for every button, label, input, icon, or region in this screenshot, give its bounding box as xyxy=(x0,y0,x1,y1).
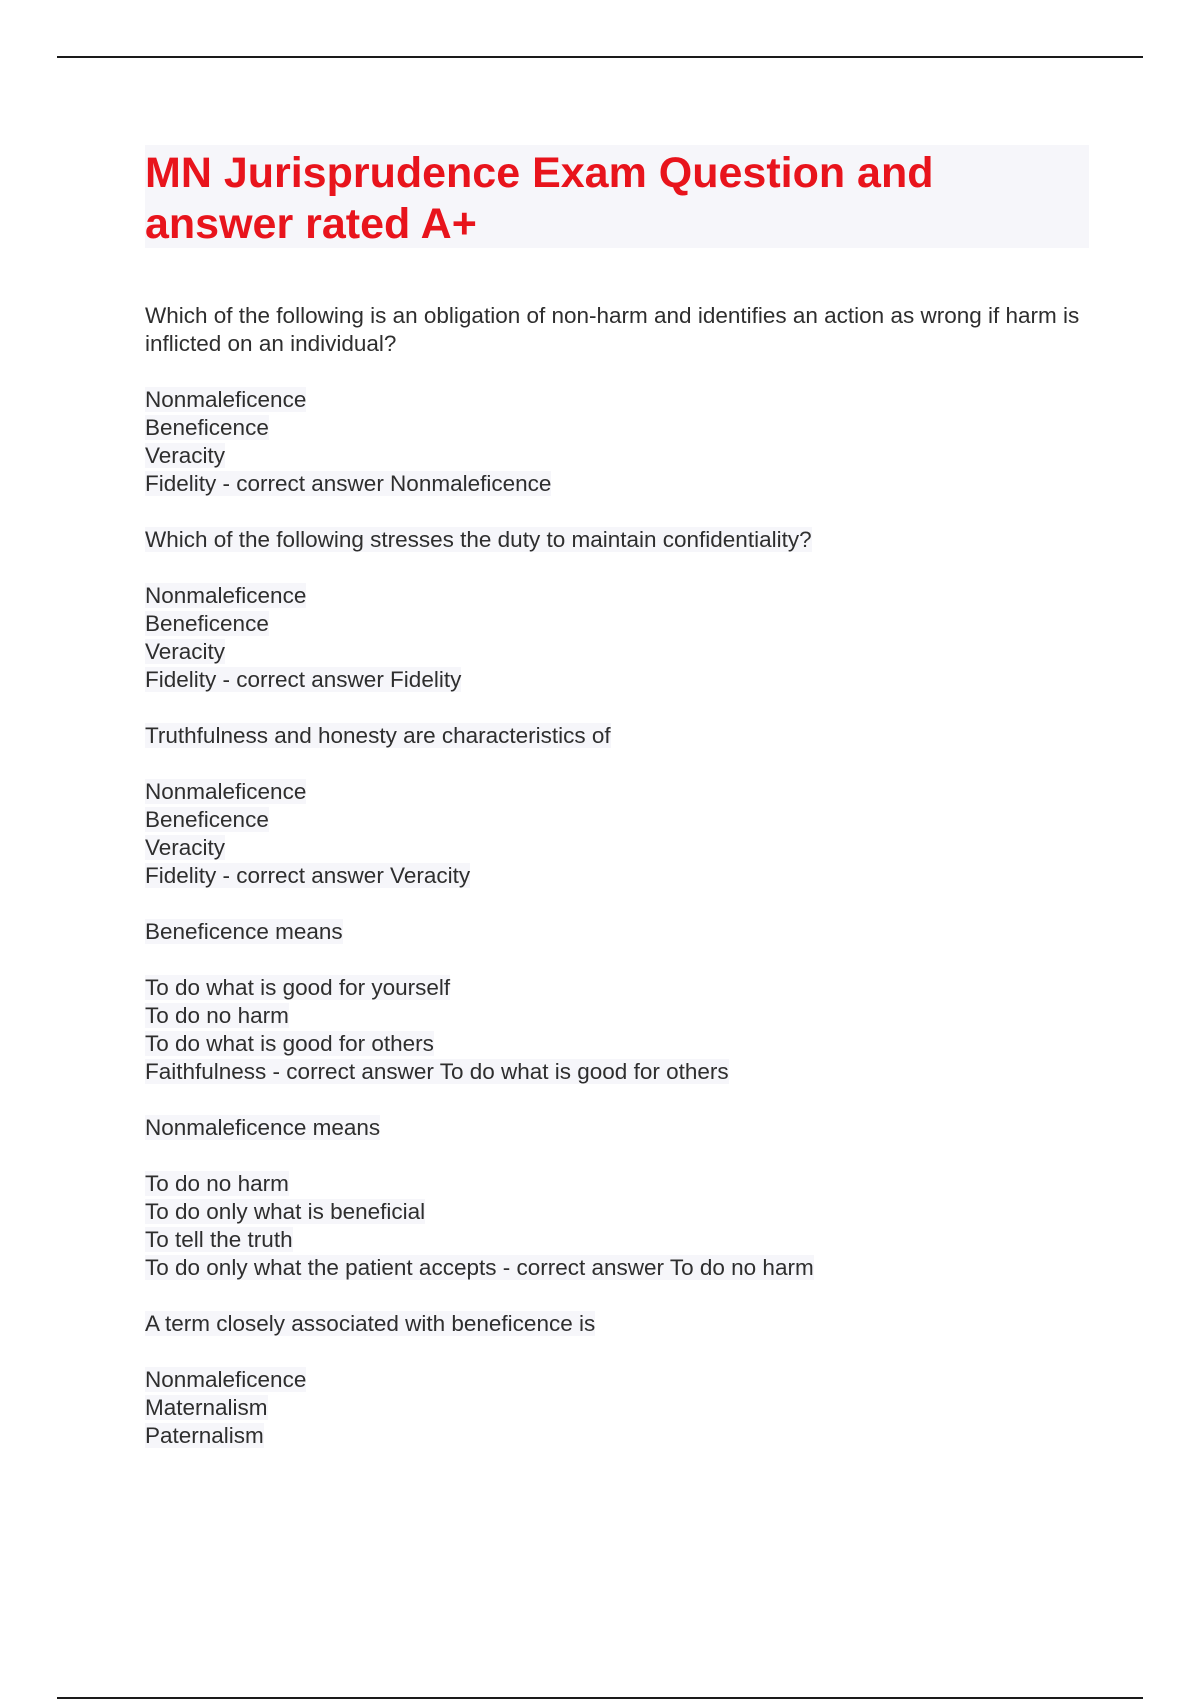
option-text: Nonmaleficence xyxy=(145,1367,307,1392)
option-item xyxy=(145,442,1089,470)
answer-text: Fidelity - correct answer Fidelity xyxy=(145,667,462,692)
option-item xyxy=(145,1422,1089,1450)
option-item xyxy=(145,1030,1089,1058)
option-text: Nonmaleficence xyxy=(145,583,307,608)
answer-text: Fidelity - correct answer Veracity xyxy=(145,863,471,888)
option-item xyxy=(145,666,1089,694)
question-text xyxy=(145,722,1089,750)
option-list xyxy=(145,974,1089,1086)
option-item xyxy=(145,778,1089,806)
option-item xyxy=(145,1254,1089,1282)
document-title: MN Jurisprudence Exam Question and answer rated A+ xyxy=(145,149,934,248)
option-item xyxy=(145,1170,1089,1198)
option-text: Beneficence xyxy=(145,611,269,636)
option-item xyxy=(145,386,1089,414)
option-text: Nonmaleficence xyxy=(145,387,307,412)
option-item xyxy=(145,470,1089,498)
question-block-4 xyxy=(145,918,1089,1086)
option-item xyxy=(145,1198,1089,1226)
question-text xyxy=(145,1114,1089,1142)
option-text: Nonmaleficence xyxy=(145,779,307,804)
option-text: To do no harm xyxy=(145,1003,289,1028)
option-item xyxy=(145,1002,1089,1030)
answer-text: Fidelity - correct answer Nonmaleficence xyxy=(145,471,552,496)
option-text: To do no harm xyxy=(145,1171,289,1196)
option-text: Paternalism xyxy=(145,1423,264,1448)
option-item xyxy=(145,1058,1089,1086)
question-text: Which of the following is an obligation of non-harm and identifies an action as wrong if harm is inflicted on an individual? xyxy=(145,303,1080,356)
option-item xyxy=(145,974,1089,1002)
question-label: A term closely associated with beneficence is xyxy=(145,1311,596,1336)
option-text: Veracity xyxy=(145,443,226,468)
option-list xyxy=(145,582,1089,694)
question-label: Truthfulness and honesty are characteristics of xyxy=(145,723,611,748)
option-list xyxy=(145,1366,1089,1450)
option-item xyxy=(145,582,1089,610)
answer-text: To do only what the patient accepts - correct answer To do no harm xyxy=(145,1255,814,1280)
option-list xyxy=(145,386,1089,498)
question-text xyxy=(145,918,1089,946)
title-block xyxy=(145,145,1089,248)
option-list xyxy=(145,778,1089,890)
option-list xyxy=(145,1170,1089,1282)
question-block-5 xyxy=(145,1114,1089,1282)
option-text: To do only what is beneficial xyxy=(145,1199,426,1224)
option-item xyxy=(145,610,1089,638)
option-text: To tell the truth xyxy=(145,1227,293,1252)
option-text: To do what is good for others xyxy=(145,1031,434,1056)
option-item xyxy=(145,1394,1089,1422)
option-text: Veracity xyxy=(145,639,226,664)
question-text xyxy=(145,1310,1089,1338)
option-text: Maternalism xyxy=(145,1395,268,1420)
question-label: Which of the following stresses the duty to maintain confidentiality? xyxy=(145,527,812,552)
option-item xyxy=(145,1366,1089,1394)
question-block-3 xyxy=(145,722,1089,890)
option-text: Veracity xyxy=(145,835,226,860)
top-rule xyxy=(57,56,1143,58)
question-block-2 xyxy=(145,526,1089,694)
option-text: To do what is good for yourself xyxy=(145,975,451,1000)
question-block-1 xyxy=(145,302,1089,498)
option-item xyxy=(145,806,1089,834)
option-item xyxy=(145,414,1089,442)
option-item xyxy=(145,862,1089,890)
option-item xyxy=(145,1226,1089,1254)
option-item xyxy=(145,638,1089,666)
question-label: Beneficence means xyxy=(145,919,343,944)
answer-text: Faithfulness - correct answer To do what is good for others xyxy=(145,1059,729,1084)
option-text: Beneficence xyxy=(145,807,269,832)
bottom-rule xyxy=(57,1697,1143,1699)
question-text xyxy=(145,526,1089,554)
option-text: Beneficence xyxy=(145,415,269,440)
question-label: Nonmaleficence means xyxy=(145,1115,381,1140)
question-block-6 xyxy=(145,1310,1089,1450)
option-item xyxy=(145,834,1089,862)
question-list xyxy=(145,302,1089,1478)
